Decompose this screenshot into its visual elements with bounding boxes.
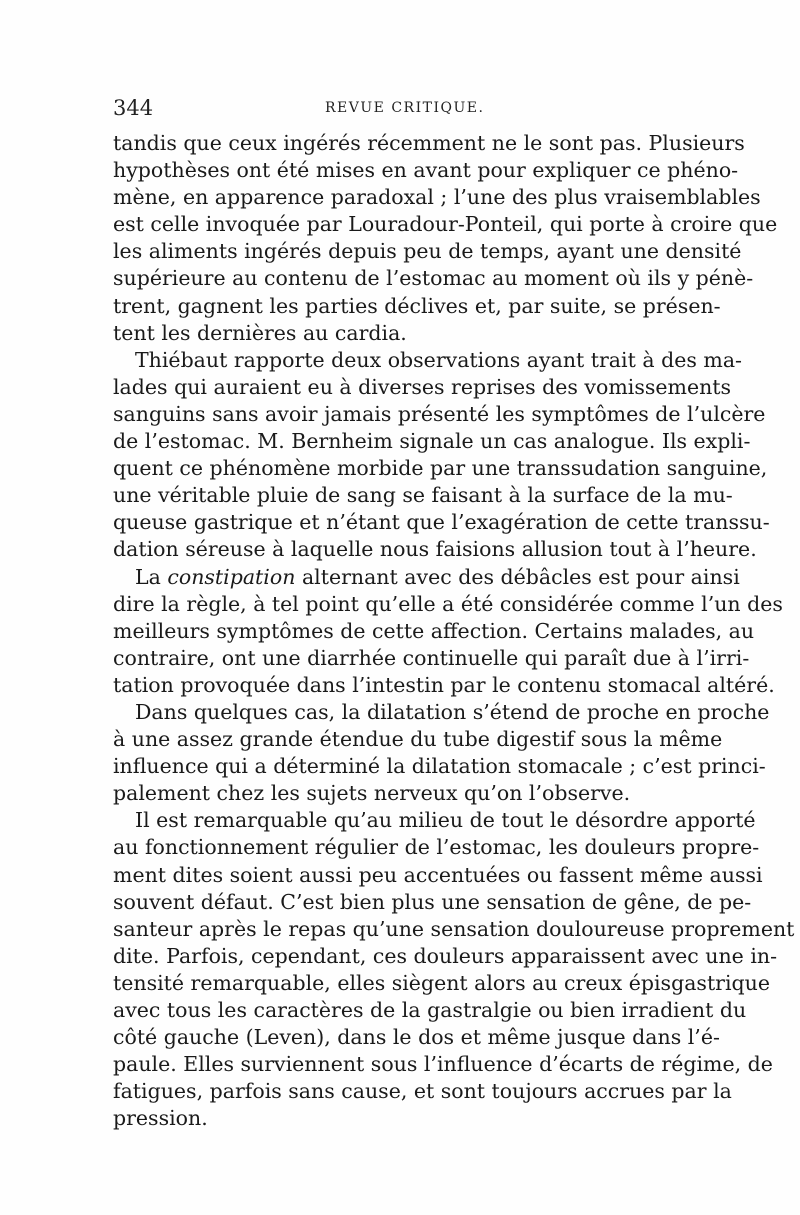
text-line: tensité remarquable, elles siègent alors au creux épisgastrique: [113, 970, 770, 995]
lead-word: La: [135, 564, 161, 589]
text-line: meilleurs symptômes de cette affection. Certains malades, au: [113, 618, 755, 643]
text-line: queuse gastrique et n’étant que l’exagération de cette transsu-: [113, 510, 770, 535]
body-text: [113, 130, 795, 1132]
text-line: tent les dernières au cardia.: [113, 320, 407, 345]
text-line: hypothèses ont été mises en avant pour expliquer ce phéno-: [113, 158, 739, 183]
text-line: ment dites soient aussi peu accentuées ou fassent même aussi: [113, 862, 763, 887]
paragraph-4: [113, 699, 770, 807]
text-line: lades qui auraient eu à diverses reprises des vomissements: [113, 374, 732, 399]
text-line: influence qui a déterminé la dilatation stomacale ; c’est princi-: [113, 754, 766, 779]
text-line: dation séreuse à laquelle nous faisions allusion tout à l’heure.: [113, 537, 757, 562]
text-line: paule. Elles surviennent sous l’influence d’écarts de régime, de: [113, 1052, 773, 1077]
text-line: souvent défaut. C’est bien plus une sensation de gêne, de pe-: [113, 889, 752, 914]
text-line: [113, 564, 740, 591]
text-line: Thiébaut rapporte deux observations ayant trait à des ma-: [135, 347, 742, 372]
text-line: est celle invoquée par Louradour-Ponteil, qui porte à croire que: [113, 212, 778, 237]
text-line: tation provoquée dans l’intestin par le contenu stomacal altéré.: [113, 672, 775, 697]
text-line: supérieure au contenu de l’estomac au moment où ils y pénè-: [113, 266, 754, 291]
text-line: sanguins sans avoir jamais présenté les symptômes de l’ulcère: [113, 401, 766, 426]
text-line: de l’estomac. M. Bernheim signale un cas analogue. Ils expli-: [113, 429, 751, 454]
text-line: dire la règle, à tel point qu’elle a été considérée comme l’un des: [113, 591, 783, 616]
text-line: au fonctionnement régulier de l’estomac, les douleurs propre-: [113, 835, 760, 860]
text-line: côté gauche (Leven), dans le dos et même jusque dans l’é-: [113, 1025, 720, 1050]
paragraph-1: [113, 130, 778, 347]
text-line: tandis que ceux ingérés récemment ne le sont pas. Plusieurs: [113, 131, 745, 155]
paragraph-2: [113, 347, 770, 564]
text-line: avec tous les caractères de la gastralgie ou bien irradient du: [113, 998, 747, 1022]
italic-term: constipation: [167, 564, 296, 589]
text-line: fatigues, parfois sans cause, et sont toujours accrues par la: [113, 1079, 732, 1104]
text-line: une véritable pluie de sang se faisant à la surface de la mu-: [113, 483, 733, 508]
text-line: Il est remarquable qu’au milieu de tout le désordre apporté: [135, 808, 756, 833]
line-rest: alternant avec des débâcles est pour ainsi: [301, 564, 740, 589]
text-line: dite. Parfois, cependant, ces douleurs apparaissent avec une in-: [113, 943, 778, 968]
text-line: santeur après le repas qu’une sensation douloureuse proprement: [113, 916, 795, 941]
text-line: Dans quelques cas, la dilatation s’étend de proche en proche: [135, 699, 770, 724]
running-head: REVUE CRITIQUE.: [325, 100, 485, 116]
text-line: les aliments ingérés depuis peu de temps, ayant une densité: [113, 239, 742, 264]
text-line: contraire, ont une diarrhée continuelle qui paraît due à l’irri-: [113, 645, 750, 670]
page-number: 344: [113, 96, 154, 120]
paragraph-5: [113, 807, 795, 1132]
text-line: à une assez grande étendue du tube digestif sous la même: [113, 727, 723, 752]
text-line: mène, en apparence paradoxal ; l’une des plus vraisemblables: [113, 185, 761, 210]
text-line: trent, gagnent les parties déclives et, par suite, se présen-: [113, 293, 721, 318]
paragraph-3: [113, 564, 783, 699]
page-header: [113, 96, 693, 124]
text-line: quent ce phénomène morbide par une transsudation sanguine,: [113, 456, 768, 481]
text-line: palement chez les sujets nerveux qu’on l’observe.: [113, 781, 631, 806]
text-line: pression.: [113, 1106, 208, 1131]
